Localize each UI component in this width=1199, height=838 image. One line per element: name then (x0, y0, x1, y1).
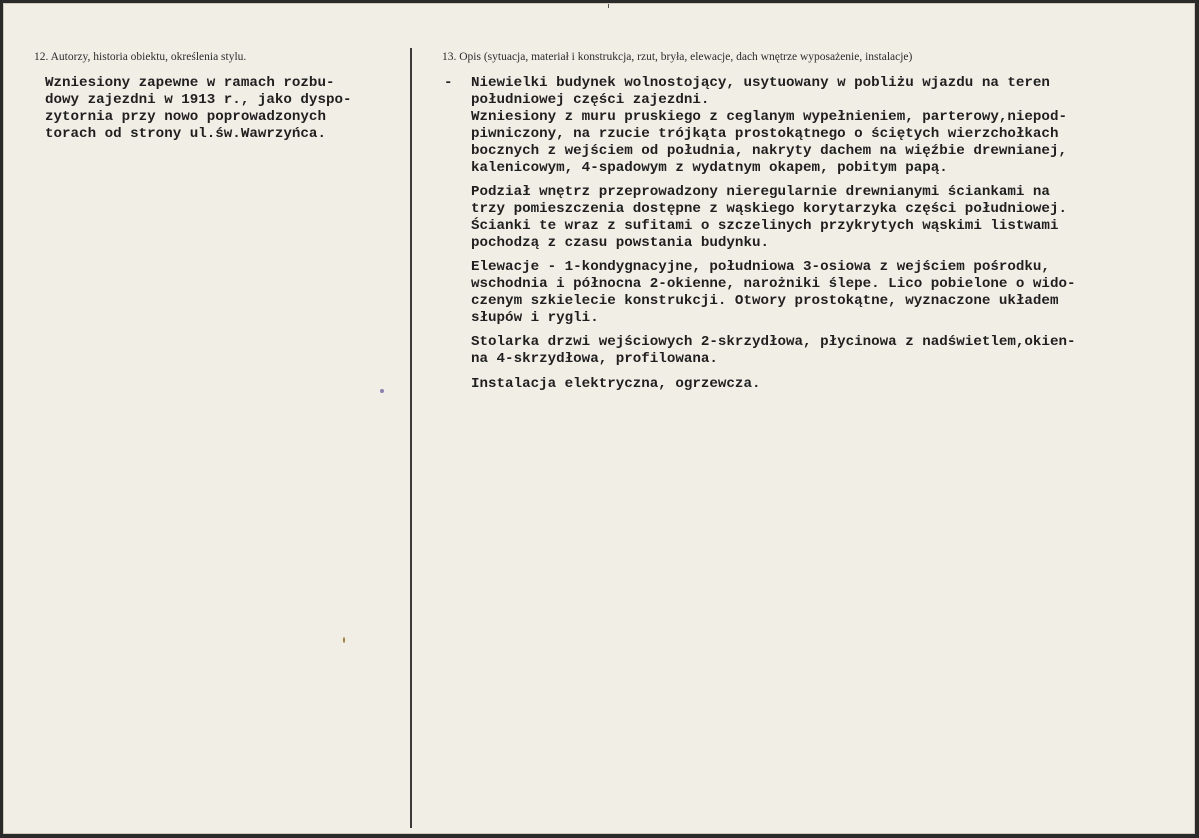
ink-speck (380, 389, 384, 393)
column-divider (410, 48, 412, 828)
description-paragraph-4: Stolarka drzwi wejściowych 2-skrzydłowa, płycinowa z nadświetlem,okien- na 4-skrzydłowa, profilowana. (471, 334, 1076, 367)
section-13-heading: 13. Opis (sytuacja, materiał i konstrukcja, rzut, bryła, elewacje, dach wnętrze wyposażenie, instalacje) (442, 51, 913, 63)
ink-speck (343, 637, 345, 643)
description-paragraph-2: Podział wnętrz przeprowadzony nieregularnie drewnianymi ściankami na trzy pomieszczenia dostępne z wąskiego korytarzyka części południowej. Ścianki te wraz z sufitami o szczelinych przykrytych wąskimi listwami pochodzą z czasu powstania budynku. (471, 184, 1067, 251)
top-edge-mark (608, 4, 609, 8)
list-dash: - (444, 75, 453, 91)
description-paragraph-3: Elewacje - 1-kondygnacyjne, południowa 3-osiowa z wejściem pośrodku, wschodnia i północna 2-okienne, narożniki ślepe. Lico pobielone o wido- czenym szkielecie konstrukcji. Otwory prostokątne, wyznaczone układem słupów i rygli. (471, 259, 1076, 326)
history-text: Wzniesiony zapewne w ramach rozbu- dowy zajezdni w 1913 r., jako dyspo- zytornia przy nowo poprowadzonych torach od strony ul.św.Wawrzyńca. (45, 75, 352, 142)
section-12-heading: 12. Autorzy, historia obiektu, określenia stylu. (34, 51, 247, 63)
description-paragraph-5: Instalacja elektryczna, ogrzewcza. (471, 376, 761, 392)
description-paragraph-1: Niewielki budynek wolnostojący, usytuowany w pobliżu wjazdu na teren południowej części zajezdni. Wzniesiony z muru pruskiego z ceglanym wypełnieniem, parterowy,niepod- piwniczony, na rzucie trójkąta prostokątnego o ściętych wierzchołkach bocznych z wejściem od południa, nakryty dachem na więźbie drewnianej, kalenicowym, 4-spadowym z wydatnym okapem, pobitym papą. (471, 75, 1067, 176)
record-card (3, 3, 1195, 834)
